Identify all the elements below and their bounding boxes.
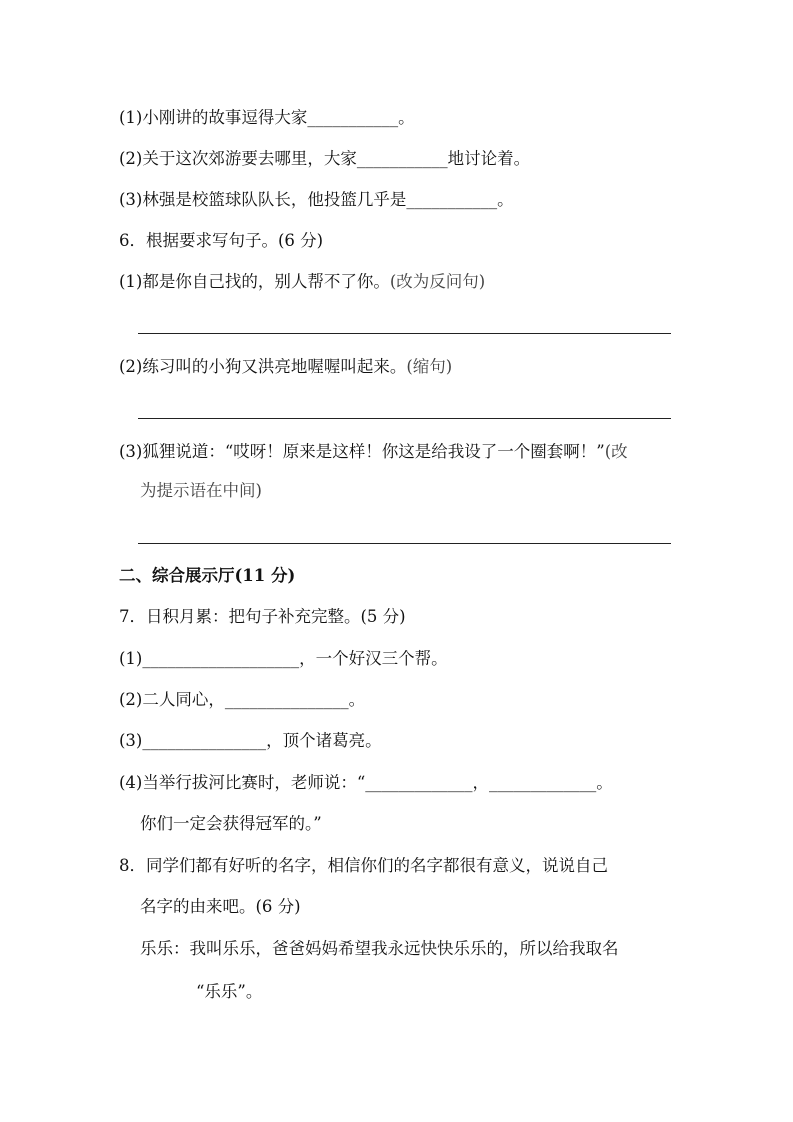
answer-line-3[interactable] — [138, 543, 671, 544]
answer-line-2[interactable] — [138, 418, 671, 419]
q8-example: 乐乐：我叫乐乐，爸爸妈妈希望我永远快快乐乐的，所以给我取名 — [140, 939, 619, 958]
q5-item-2: (2)关于这次郊游要去哪里，大家___________地讨论着。 — [119, 149, 531, 168]
q5-item-3: (3)林强是校篮球队队长，他投篮几乎是___________。 — [119, 190, 514, 209]
q7-title: 7．日积月累：把句子补充完整。(5 分) — [119, 607, 406, 626]
q7-item-3: (3)_______________，顶个诸葛亮。 — [119, 731, 382, 750]
q8-title-cont: 名字的由来吧。(6 分) — [140, 897, 301, 916]
q6-item-3-cont: 为提示语在中间) — [140, 481, 262, 500]
q8-title: 8．同学们都有好听的名字，相信你们的名字都很有意义，说说自己 — [119, 856, 608, 875]
q6-item-text: (1)都是你自己找的，别人帮不了你。 — [119, 272, 390, 291]
q6-item-text: (2)练习叫的小狗又洪亮地喔喔叫起来。 — [119, 357, 407, 376]
q6-item-hint: (缩句) — [406, 357, 453, 376]
q7-item-4: (4)当举行拔河比赛时，老师说：“_____________，_____________。 — [119, 773, 613, 792]
q6-item-hint: (改为反问句) — [389, 272, 486, 291]
q7-item-1: (1)___________________，一个好汉三个帮。 — [119, 649, 448, 668]
q6-item-1 — [119, 271, 485, 293]
q6-item-3 — [119, 441, 628, 463]
q7-item-4-cont: 你们一定会获得冠军的。” — [140, 814, 322, 833]
section-heading: 二、综合展示厅(11 分) — [119, 566, 296, 585]
q7-item-2: (2)二人同心，_______________。 — [119, 690, 366, 709]
answer-line-1[interactable] — [138, 333, 671, 334]
q6-item-text: (3)狐狸说道：“哎呀！原来是这样！你这是给我设了一个圈套啊！” — [119, 442, 605, 461]
q8-example-cont: “乐乐”。 — [196, 982, 263, 1001]
q6-item-2 — [119, 356, 452, 378]
q6-item-hint: (改 — [604, 442, 628, 461]
q5-item-1: (1)小刚讲的故事逗得大家___________。 — [119, 108, 415, 127]
q6-title: 6．根据要求写句子。(6 分) — [119, 231, 324, 250]
